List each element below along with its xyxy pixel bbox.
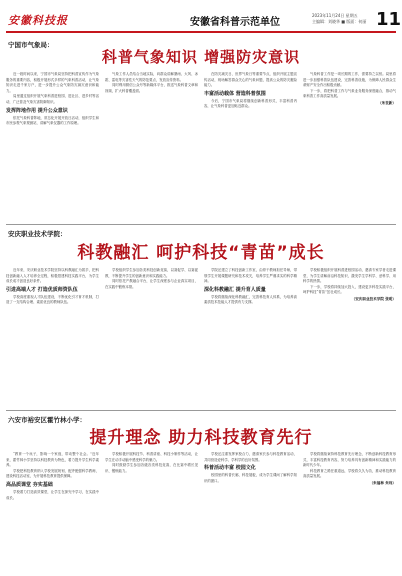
page-number: 11: [376, 9, 402, 30]
article-2-kicker: 安庆职业技术学院：: [8, 230, 67, 238]
article-1-kicker: 宁国市气象局：: [8, 41, 54, 49]
newspaper-logo: 安徽科技报: [8, 14, 68, 27]
article-3-para: 科技教育之路任重道远，学校将久久为功，推动科技教育高质量发展。: [303, 468, 396, 479]
issue-date: 2023年11月24日 星期五: [312, 13, 358, 18]
article-3-author: （朱福林 朱玮）: [369, 480, 396, 485]
article-3-subhead-2: 科普活动丰富 校园文化: [204, 465, 256, 472]
article-divider: [6, 410, 396, 411]
article-3-subhead-1: 高品质课堂 夯实基础: [6, 481, 53, 488]
article-1-para: 气象科普工作是一项长期的工作，需要持之以恒。局里将进一步加强科普队伍建设，完善科普设施，为保障人民群众生命财产安全作出积极贡献。: [303, 72, 396, 88]
page-header: [0, 0, 402, 34]
article-1-para: 今后，宁国市气象局将继续创新科普形式，丰富科普内容，让气象科普更加贴近群众。: [204, 98, 297, 109]
article-2-para: 学校高度重视人才队伍建设，不断优化引才育才机制，打造了一支结构合理、素质优良的教师队伍。: [6, 294, 99, 305]
article-2-para: 近年来，安庆职业技术学院坚持以科教融汇为抓手，把科技创新融入人才培养全过程，积极搭建科技实践平台，为学生成长成才创造良好条件。: [6, 268, 99, 284]
article-3-para: “教育一个孩子，影响一个家庭，带动整个社会。”近年来，霍竹林小学坚持以科技教育为特色，着力提升学生科学素养。: [6, 452, 99, 468]
article-1-para: 下一步，将把科普工作与气象业务服务深度融合，推动气象科普工作高质量发展。: [303, 88, 396, 99]
article-1-subhead-1: 发挥阵地作用 提升公众意识: [6, 107, 68, 114]
article-2-para: 学校将继续深化科教融汇，完善科技育人体系，为培养高素质技术技能人才提供有力支撑。: [204, 294, 297, 305]
article-2-author: （安庆职业技术学院 张明）: [351, 296, 396, 301]
article-divider: [6, 224, 396, 225]
article-3-body: [6, 452, 396, 572]
article-2-title: 科教融汇 呵护科技“青苗”成长: [77, 243, 325, 263]
article-2-subhead-2: 深化科教融汇 提升育人质量: [204, 286, 266, 293]
article-1-col-1: [6, 72, 99, 222]
article-1-col-3: [204, 72, 297, 222]
article-2-para: 学院还建立了科技创新工作室，由骨干教师担任导师，带领学生开展课题研究和技术攻关，培养学生严谨求实的科学精神。: [204, 268, 297, 284]
article-2-para: 下一步，学校将持续加大投入，建设更多科技实践平台，呵护科技“青苗”茁壮成长。: [303, 284, 396, 295]
article-1-para: 气象工作人员结合当地实际，向群众讲解暴雨、大风、冰雹、雷电等灾害性天气的防范要点，发放宣传资料。: [105, 72, 198, 82]
article-3-para: 学校将继续秉持科技教育先行理念，不断创新科技教育形式，丰富科技教育内容，努力培养具有创新精神和实践能力的新时代少年。: [303, 452, 396, 468]
article-1-para: 近一段时间以来，宁国市气象局坚持把科普宣传作为气象服务的重要内容，积极开展形式多样的气象科普活动，让气象知识走进千家万户，进一步提升公众气象防灾减灾意识和能力。: [6, 72, 99, 93]
article-3-para: 学校积极开展科技节、科普讲座、科技小制作等活动，让学生在动手动脑中感受科学的魅力。: [105, 452, 198, 462]
article-1-para: 局里通过组织开展气象科普进校园、进社区、进乡村等活动，广泛普及气象灾害防御知识。: [6, 94, 99, 104]
article-3-col-1: [6, 452, 99, 572]
article-2-col-1: [6, 268, 99, 408]
article-1-col-4: [303, 72, 396, 222]
issue-editors: 主编辑：刘晓华 ■ 版面：何丽: [312, 19, 367, 24]
header-rule: [6, 31, 396, 33]
article-1-para: 在防灾减灾日、世界气象日等重要节点，组织开展主题宣传活动，现场解答群众关心的气象问题，提高公众的防灾避险能力。: [204, 72, 297, 88]
article-2-para: 学校组织学生参加各类科技创新竞赛，以赛促学、以赛促教，不断提升学生的创新意识和实践能力。: [105, 268, 198, 278]
article-3-kicker: 六安市裕安区霍竹林小学：: [8, 416, 86, 424]
article-1-title: 科普气象知识 增强防灾意识: [101, 48, 301, 66]
article-2-col-2: [105, 268, 198, 408]
article-3-col-2: [105, 452, 198, 572]
issue-meta: [312, 13, 374, 25]
article-2-col-4: [303, 268, 396, 408]
article-3-para: 同时鼓励学生参加各级各类科技竞赛，在比赛中增长见识、锻炼能力。: [105, 463, 198, 473]
article-1-col-2: [105, 72, 198, 222]
article-3-para: 校园里的科普长廊、科技展板，成为学生课间了解科学知识的窗口。: [204, 473, 297, 483]
article-3-col-4: [303, 452, 396, 572]
article-2-col-3: [204, 268, 297, 408]
article-3-para: 学校着力打造高效课堂，让学生在探究中学习，在实践中成长。: [6, 489, 99, 500]
article-2-para: 同时依托产教融合平台，让学生深度参与企业真实项目，在实践中锻炼本领。: [105, 279, 198, 289]
article-1-body: [6, 72, 396, 222]
article-1-para: 同时利用微信公众号等新媒体平台，推送气象科普文章和视频，扩大科普覆盖面。: [105, 83, 198, 93]
article-3-col-3: [204, 452, 297, 572]
article-3-para: 学校把科技教育纳入学校发展规划，配齐配强科学教师，建设科技活动室，为开展科技教育提供保障。: [6, 468, 99, 479]
article-3-para: 学校还注重发挥家校合力，邀请家长参与科技教育活动，共同营造爱科学、学科学的良好氛围。: [204, 452, 297, 462]
article-1-author: （朱世新）: [378, 100, 396, 105]
article-1-para: 依托气象科普阵地，常态化开展开放日活动，组织学生和市民参观气象观测站，讲解气象仪器的工作原理。: [6, 115, 99, 126]
page-banner: 安徽省科普示范单位: [190, 17, 280, 28]
article-1-subhead-2: 丰富活动载体 营造科普氛围: [204, 90, 266, 97]
article-2-subhead-1: 引进高端人才 打造优质师资队伍: [6, 286, 78, 293]
article-3-title: 提升理念 助力科技教育先行: [89, 428, 313, 448]
article-2-para: 学校积极组织开展科普进校园活动，邀请专家学者走进课堂，为学生讲解前沿科技知识，激发学生学科学、爱科学、用科学的热情。: [303, 268, 396, 284]
article-2-body: [6, 268, 396, 408]
